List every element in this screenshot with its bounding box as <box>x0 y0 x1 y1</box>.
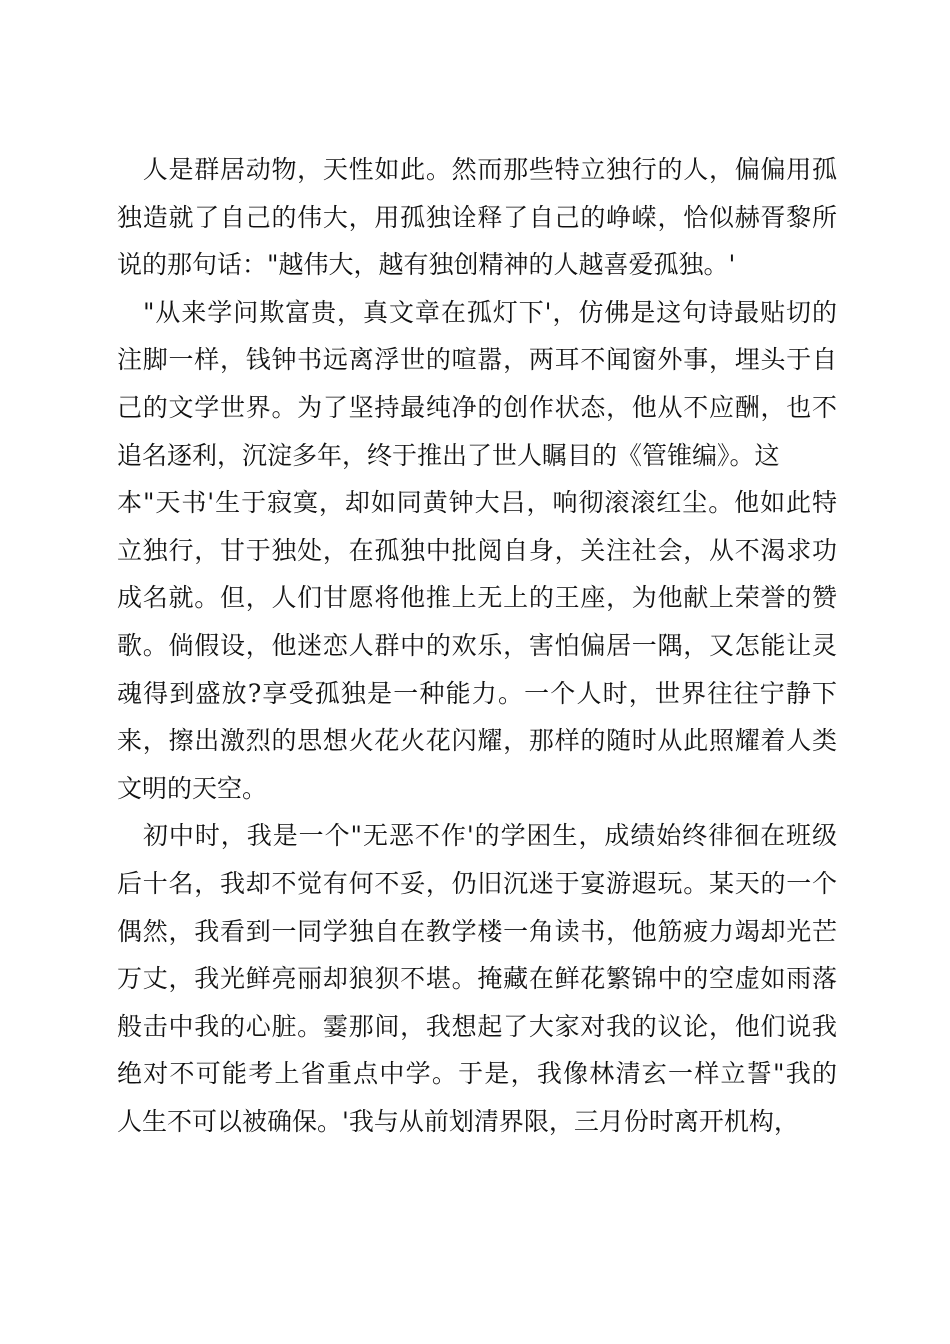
text-line: 般击中我的心脏。霎那间，我想起了大家对我的议论，他们说我 <box>117 1011 837 1041</box>
paragraph-3 <box>117 812 837 1145</box>
text-line: 己的文学世界。为了坚持最纯净的创作状态，他从不应酬，也不 <box>117 392 837 422</box>
text-line: 魂得到盛放?享受孤独是一种能力。一个人时，世界往往宁静下 <box>117 678 837 708</box>
text-line: 人是群居动物，天性如此。然而那些特立独行的人，偏偏用孤 <box>117 155 837 184</box>
text-line: "从来学问欺富贵，真文章在孤灯下'，仿佛是这句诗最贴切的 <box>117 297 837 327</box>
text-line: 万丈，我光鲜亮丽却狼狈不堪。掩藏在鲜花繁锦中的空虚如雨落 <box>117 964 837 994</box>
text-line: 立独行，甘于独处，在孤独中批阅自身，关注社会，从不渴求功 <box>117 535 837 565</box>
text-line: 说的那句话："越伟大，越有独创精神的人越喜爱孤独。' <box>117 250 736 280</box>
text-line: 人生不可以被确保。'我与从前划清界限，三月份时离开机构， <box>117 1106 799 1136</box>
text-line: 初中时，我是一个"无恶不作'的学困生，成绩始终徘徊在班级 <box>117 821 837 851</box>
text-line: 追名逐利，沉淀多年，终于推出了世人瞩目的《管锥编》。这 <box>117 440 780 470</box>
paragraph-1 <box>117 146 837 289</box>
body-text <box>117 146 837 1145</box>
text-line: 偶然，我看到一同学独自在教学楼一角读书，他筋疲力竭却光芒 <box>117 916 837 946</box>
text-line: 后十名，我却不觉有何不妥，仍旧沉迷于宴游遐玩。某天的一个 <box>117 868 837 898</box>
text-line: 注脚一样，钱钟书远离浮世的喧嚣，两耳不闻窗外事，埋头于自 <box>117 345 837 375</box>
paragraph-2 <box>117 289 837 813</box>
text-line: 歌。倘假设，他迷恋人群中的欢乐，害怕偏居一隅，又怎能让灵 <box>117 630 837 660</box>
text-line: 本"天书'生于寂寞，却如同黄钟大吕，响彻滚滚红尘。他如此特 <box>117 488 837 518</box>
text-line: 绝对不可能考上省重点中学。于是，我像林清玄一样立誓"我的 <box>117 1059 837 1089</box>
text-line: 独造就了自己的伟大，用孤独诠释了自己的峥嵘，恰似赫胥黎所 <box>117 202 837 232</box>
text-line: 来，擦出激烈的思想火花火花闪耀，那样的随时从此照耀着人类 <box>117 726 837 756</box>
text-line: 成名就。但，人们甘愿将他推上无上的王座，为他献上荣誉的赞 <box>117 583 837 613</box>
text-line: 文明的天空。 <box>117 773 268 803</box>
